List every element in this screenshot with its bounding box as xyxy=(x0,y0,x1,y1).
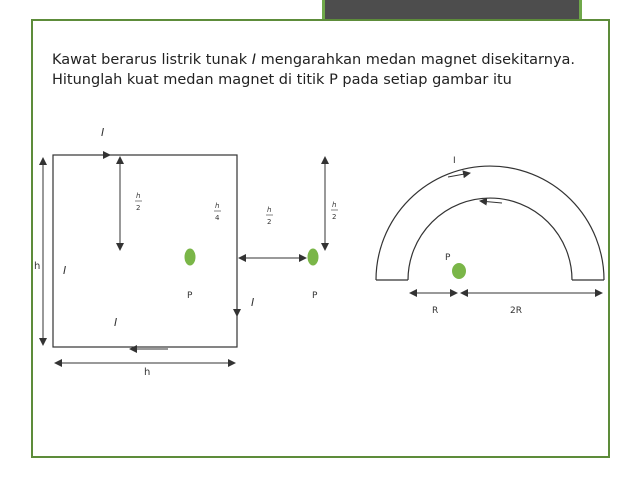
fraction-h-over-2-a xyxy=(135,192,142,212)
current-label-top: I xyxy=(101,126,105,139)
svg-text:h: h xyxy=(136,192,141,200)
svg-text:h: h xyxy=(267,206,272,214)
point-p-outside-label: P xyxy=(312,291,318,301)
dimension-bottom-label: h xyxy=(144,367,151,378)
fraction-h-over-2-c xyxy=(331,201,338,221)
radius-outer-label: 2R xyxy=(510,306,522,316)
svg-text:h: h xyxy=(332,201,337,209)
problem-text-part2: mengarahkan medan magnet disekitarnya. Hitunglah kuat medan magnet di titik P pada setiap gambar itu xyxy=(52,52,576,88)
point-p-inside-label: P xyxy=(187,291,193,301)
point-p-arc xyxy=(452,263,466,279)
svg-text:4: 4 xyxy=(215,214,220,222)
semicircle-wire xyxy=(376,166,604,280)
svg-text:2: 2 xyxy=(136,204,141,212)
svg-text:h: h xyxy=(215,202,220,210)
square-wire-loop xyxy=(53,155,237,347)
point-p-inside xyxy=(185,249,196,266)
svg-text:2: 2 xyxy=(332,213,337,221)
svg-text:2: 2 xyxy=(267,218,272,226)
fraction-h-over-2-b xyxy=(266,206,273,226)
radius-inner-label: R xyxy=(432,306,439,316)
dimension-left-label: h xyxy=(34,261,41,272)
point-p-arc-label: P xyxy=(445,253,451,263)
current-arrow-arc-inner xyxy=(480,201,502,203)
current-label-bottom: I xyxy=(114,316,118,329)
current-label-arc: I xyxy=(453,156,456,166)
current-label-left: I xyxy=(63,264,67,277)
problem-text-part1: Kawat berarus listrik tunak xyxy=(52,52,252,68)
fraction-h-over-4 xyxy=(214,202,221,222)
point-p-outside xyxy=(308,249,319,266)
current-symbol: I xyxy=(251,52,256,68)
current-label-right: I xyxy=(251,296,255,309)
current-arrow-arc-outer xyxy=(448,173,470,177)
